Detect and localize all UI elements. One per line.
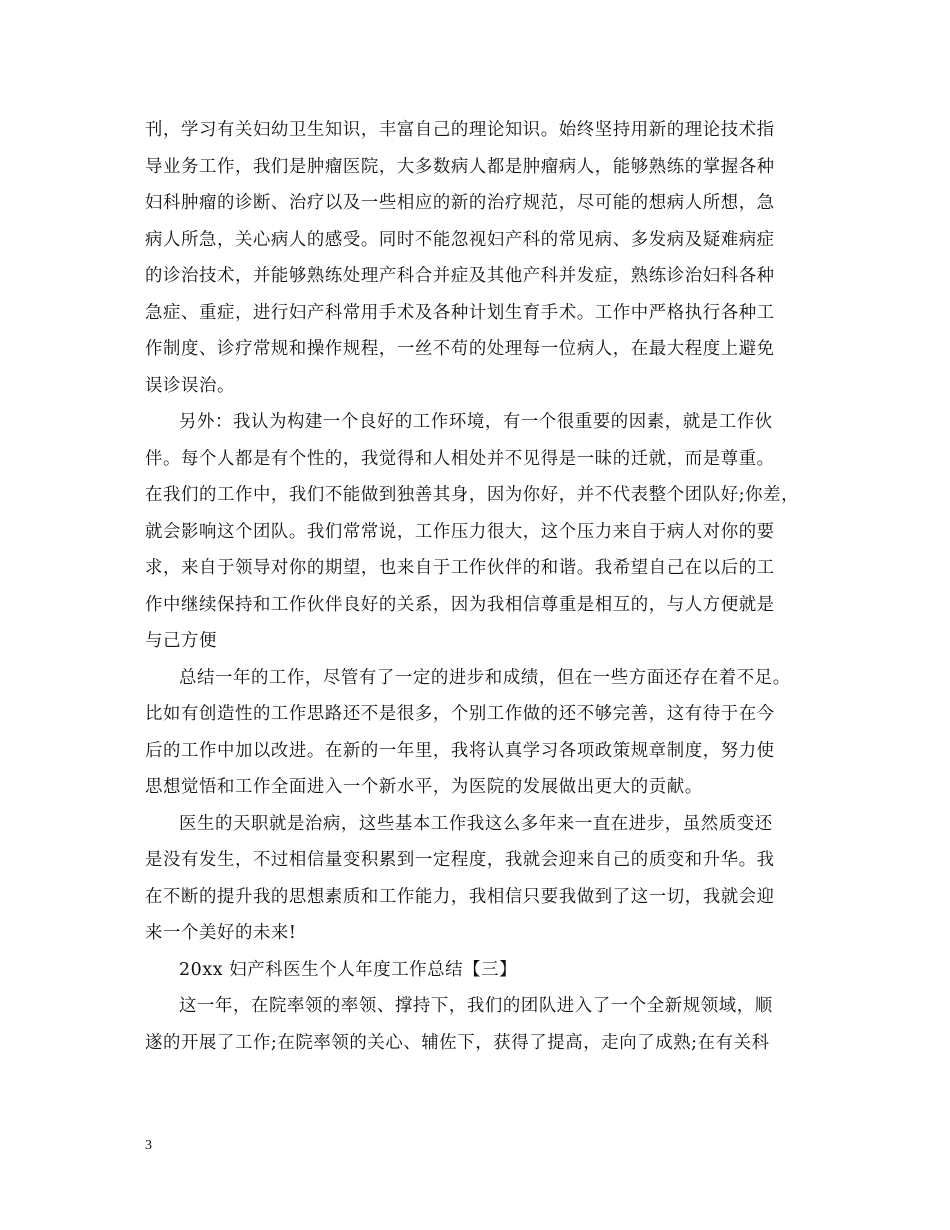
- text-line: 在我们的工作中，我们不能做到独善其身，因为你好，并不代表整个团队好;你差，: [145, 485, 800, 505]
- text-line: 病人所急，关心病人的感受。同时不能忽视妇产科的常见病、多发病及疑难病症: [145, 229, 775, 250]
- text-line: 刊，学习有关妇幼卫生知识，丰富自己的理论知识。始终坚持用新的理论技术指: [145, 120, 775, 140]
- text-line: 遂的开展了工作;在院率领的关心、辅佐下，获得了提高，走向了成熟;在有关科: [145, 1032, 770, 1053]
- text-line: 作中继续保持和工作伙伴良好的关系，因为我相信尊重是相互的，与人方便就是: [145, 594, 775, 615]
- text-line: 伴。每个人都是有个性的，我觉得和人相处并不见得是一昧的迁就，而是尊重。: [145, 448, 775, 469]
- text-line: 导业务工作，我们是肿瘤医院，大多数病人都是肿瘤病人，能够熟练的掌握各种: [145, 156, 775, 177]
- text-line: 来一个美好的未来!: [145, 923, 297, 943]
- paragraph-start-line: 医生的天职就是治病，这些基本工作我这么多年来一直在进步，虽然质变还: [179, 813, 773, 834]
- text-line: 比如有创造性的工作思路还不是很多，个别工作做的还不够完善，这有待于在今: [145, 704, 775, 724]
- text-line: 作制度、诊疗常规和操作规程，一丝不苟的处理每一位病人，在最大程度上避免: [145, 339, 775, 359]
- text-line: 妇科肿瘤的诊断、治疗以及一些相应的新的治疗规范，尽可能的想病人所想，急: [145, 193, 775, 213]
- text-line: 急症、重症，进行妇产科常用手术及各种计划生育手术。工作中严格执行各种工: [145, 302, 775, 323]
- text-line: 在不断的提升我的思想素质和工作能力，我相信只要我做到了这一切，我就会迎: [145, 886, 775, 907]
- paragraph-start-line: 总结一年的工作，尽管有了一定的进步和成绩，但在一些方面还存在着不足。: [179, 667, 791, 688]
- text-line: 与己方便: [145, 631, 217, 651]
- text-line: 思想觉悟和工作全面进入一个新水平，为医院的发展做出更大的贡献。: [145, 777, 703, 797]
- text-line: 求，来自于领导对你的期望，也来自于工作伙伴的和谐。我希望自己在以后的工: [145, 558, 775, 578]
- text-line: 是没有发生，不过相信量变积累到一定程度，我就会迎来自己的质变和升华。我: [145, 850, 775, 870]
- text-line: 后的工作中加以改进。在新的一年里，我将认真学习各项政策规章制度，努力使: [145, 740, 775, 761]
- section-heading: 20xx 妇产科医生个人年度工作总结【三】: [179, 959, 518, 980]
- paragraph-start-line: 另外：我认为构建一个良好的工作环境，有一个很重要的因素，就是工作伙: [179, 412, 773, 432]
- text-line: 误诊误治。: [145, 375, 235, 396]
- page-number: 3: [145, 1138, 152, 1153]
- paragraph-start-line: 这一年，在院率领的率领、撑持下，我们的团队进入了一个全新规领域，顺: [179, 996, 773, 1016]
- text-line: 的诊治技术，并能够熟练处理产科合并症及其他产科并发症，熟练诊治妇科各种: [145, 266, 775, 286]
- text-line: 就会影响这个团队。我们常常说，工作压力很大，这个压力来自于病人对你的要: [145, 521, 775, 542]
